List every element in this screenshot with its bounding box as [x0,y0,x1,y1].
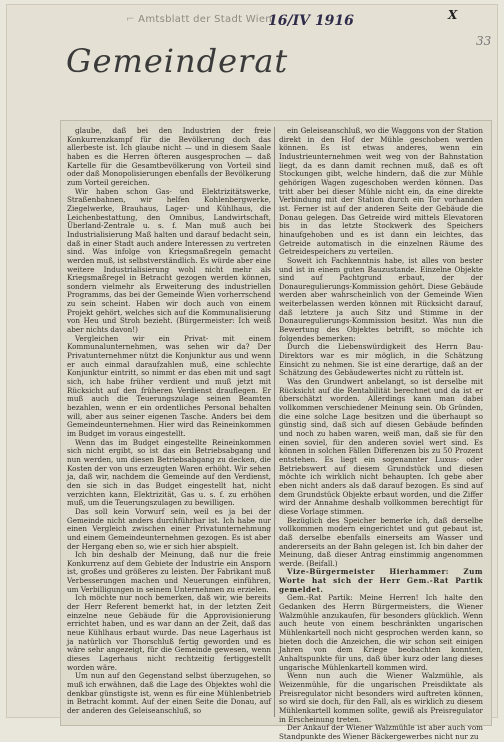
speaker-paragraph: Gem.-Rat Partik: Meine Herren! Ich halte den Gedanken des Herrn Bürgermeisters, die Wiener Walzmühle anzukaufen, für besonders glücklich. Wenn auch heute von einem beschränkten ungarischen Mühlenkartell noch nicht gesprochen werden kann, so bieten doch die Anzeichen, die wir schon seit einigen Jahren von dem Kriege beobachten konnten, Anhaltspunkte für uns, daß über kurz oder lang dieses ungarische Mühlenkartell kommen wird. [279,593,483,672]
paragraph: Durch die Liebenswürdigkeit des Herrn Bau-Direktors war es mir möglich, in die Schätzung Einsicht zu nehmen. Sie ist eine derartige, daß an der Schätzung des Gebäudewertes nicht zu rütteln ist. [279,342,483,378]
paragraph: Wenn nun auch die Wiener Walzmühle, als Weizenmühle, für die ungarischen Preisdiktate als Preisregulator nicht besonders wird auftreten können, so wird sie doch, für den Fall, als es wirklich zu diesem Mühlenkartell kommen sollte, gewiß als Preisregulator in Erscheinung treten. [279,671,483,724]
paragraph: Der Ankauf der Wiener Walzmühle ist aber auch vom Standpunkte des Wiener Bäckergewerbes nicht nur zu [279,723,483,741]
paragraph: Wenn das im Budget eingestellte Reineinkommen sich nicht ergibt, so ist das ein Betriebsabgang und nun werden, um diesen Betriebsabgang zu decken, die Kosten der von uns erzeugten Waren erhöht. Wir sehen ja, daß wir, nachdem die Gemeinde auf den Verdienst, den sie sich in das Budget eingestellt hat, nicht verzichten kann, Elektrizität, Gas u. s. f. zu erhöhen muß, um die Teuerungszulagen zu bewilligen. [67,437,271,508]
paragraph: Vergleichen wir ein Privat- mit einem Kommunalunternehmen, was sehen wir da? Der Privatunternehmer nützt die Konjunktur aus und wenn er auch einmal daraufzahlen muß, eine schlechte Konjunktur eintritt, so nimmt er das eben mit und sagt sich, ich habe früher verdient und muß jetzt mit Rücksicht auf den früheren Verdienst drauflegen. Er muß auch die Teuerungszulage seinen Beamten bezahlen, wenn er ein ordentliches Personal behalten will, aber aus seiner eigenen Tasche. Anders bei dem Gemeindeunternehmen. Hier wird das Reineinkommen im Budget im voraus eingestellt. [67,333,271,438]
page-mark: X [448,8,458,22]
paragraph: Bezüglich des Speicher bemerke ich, daß derselbe vollkommen modern eingerichtet und gut gebaut ist, daß derselbe ebenfalls einerseits am Wasser und andererseits an der Bahn gelegen ist. Ich bin daher der Meinung, daß dieser Antrag einstimmig angenommen werde. (Beifall.) [279,515,483,568]
left-column [67,127,271,719]
paragraph: Ich bin deshalb der Meinung, daß nur die freie Konkurrenz auf dem Gebiete der Industrie ein Ansporn ist, großes und größeres zu leisten. Der Fabrikant muß Verbesserungen machen und Neuerungen einführen, um Verbilligungen in seinem Unternehmen zu erzielen. [67,550,271,594]
paragraph: glaube, daß bei den Industrien der freie Konkurrenzkampf für die Bevölkerung doch das allerbeste ist. Ich glaube nicht — und in diesem Saale haben es die Herren öfteren ausgesprochen — daß Kartelle für die Gesamtbevölkerung von Vorteil sind oder daß Monopolisierungen ebenfalls der Bevölkerung zum Vorteil gereichen. [67,126,271,187]
newspaper-clipping [60,120,492,741]
stamp-text: Amtsblatt der Stadt Wien [138,14,272,25]
right-column [279,126,483,741]
stamp-bracket-icon: ⌐ [126,14,135,25]
page-number: 33 [476,34,492,48]
paragraph: Um nun auf den Gegenstand selbst überzugehen, so muß ich erwähnen, daß die Lage des Objektes wohl die denkbar günstigste ist, wenn es für eine Mühlenbetrieb in Betracht kommt. Auf der einen Seite die Donau, auf der anderen des Geleiseanschluß, so [67,671,271,715]
paragraph: Das soll kein Vorwurf sein, weil es ja bei der Gemeinde nicht anders durchführbar ist. Ich habe nur einen Vergleich zwischen einer Privatunternehmung und einem Gemeindeunternehmen gezogen. Es ist aber der Hergang eben so, wie er sich hier abspielt. [67,506,271,551]
newspaper-stamp [126,14,272,25]
paragraph: Ich möchte nur noch bemerken, daß wir, wie bereits der Herr Referent bemerkt hat, in der letzten Zeit einzelne neue Gebäude für die Approvisionierung errichtet haben, und es war dann an der Zeit, daß das neue Kühlhaus erbaut wurde. Das neue Lagerhaus ist ja natürlich vor Thorschluß fertig geworden und es wäre sehr angezeigt, für die Gemeinde gewesen, wenn dieses Lagerhaus nicht rechtzeitig fertiggestellt worden wäre. [67,593,271,672]
paragraph: Was den Grundwert anbelangt, so ist derselbe mit Rücksicht auf die Rentabilität berechnet und da ist er überschätzt worden. Allerdings kann man dabei vollkommen verschiedener Meinung sein. Ob Gründen, die eine solche Lage besitzen und die überhaupt so günstig sind, daß sich auf diesen Gebäude befinden und noch zu haben waren, weiß man, daß sie für den einen soviel, für den anderen soviel wert sind. Es können in solchen Fällen Differenzen bis zu 50 Prozent entstehen. Es liegt ein sogenannter Luxus- oder Betriebswert auf diesem Grundstück und diesen möchte ich wirklich nicht behaupten. Ich gebe aber eben nicht anders als daß darauf bezogen. Es sind auf dem Grundstück Objekte erbaut worden, und die Ziffer wird der Annahme deshalb vollkommen berechtigt für diese Vorlage stimmen. [279,377,483,516]
paragraph: Wir haben schon Gas- und Elektrizitätswerke, Straßenbahnen, wir helfen Kohlenbergwerke, Ziegelwerke, Brauhaus, Lager- und Kühlhaus, die Leichenbestattung, den Omnibus, Landwirtschaft, Überland-Zentrale u. s. f. Man muß auch bei Industrialisierung Maß halten und darauf bedacht sein, daß in einer Stadt auch andere Interessen zu vertreten sind. Was infolge von Kriegsmaßregeln gemacht werden muß, ist selbstverständlich. Es würde aber eine weitere Industrialisierung wohl nicht mehr als Kriegsmaßregel in Betracht gezogen werden können, sondern vielmehr als Erweiterung des industriellen Programms, das bei der Gemeinde Wien vorherrschend zu sein scheint. Haben wir doch auch von einem Projekt gehört, welches sich auf die Kommunalisierung von Heu und Stroh bezieht. (Bürgermeister: Ich weiß aber nichts davon!) [67,186,271,335]
paragraph: ein Geleiseanschluß, wo die Waggons von der Station direkt in den Hof der Mühle geschoben werden können. Es ist etwas anderes, wenn ein Industrieunternehmen weit weg von der Bahnstation liegt, da es dann damit rechnen muß, daß es oft Stockungen gibt, welche hindern, daß die zur Mühle gehörigen Wagen zugeschoben werden können. Das tritt aber bei dieser Mühle nicht ein, da eine direkte Verbindung mit der Station durch ein Tor vorhanden ist. Ferner ist auf der anderen Seite der Gebäude die Donau gelegen. Das Getreide wird mittels Elevatoren bis in das letzte Stockwerk des Speichers hinaufgehoben und es ist dann ein leichtes, das Getreide automatisch in die einzelnen Räume des Getreidespeichers zu verteilen. [279,126,483,257]
handwritten-title: Gemeinderat [66,42,289,80]
speaker-paragraph: Vize-Bürgermeister Hierhammer: Zum Worte hat sich der Herr Gem.-Rat Partik gemeldet. [279,567,483,594]
handwritten-date: 16/IV 1916 [268,13,354,29]
archive-sheet [6,4,498,741]
column-divider [274,127,275,717]
paragraph: Soweit ich Fachkenntnis habe, ist alles von bester und ist in einem guten Bauzustande. Einzelne Objekte sind auf Pachtgrund erbaut, der der Donauregulierungs-Kommission gehört. Diese Gebäude werden aber wahrscheinlich von der Gemeinde Wien weiterbelassen werden können mit Rücksicht darauf, daß letztere ja auch Sitz und Stimme in der Donauregulierungs-Kommission besitzt. Was nun die Bewertung des Objektes betrifft, so möchte ich folgendes bemerken: [279,255,483,343]
